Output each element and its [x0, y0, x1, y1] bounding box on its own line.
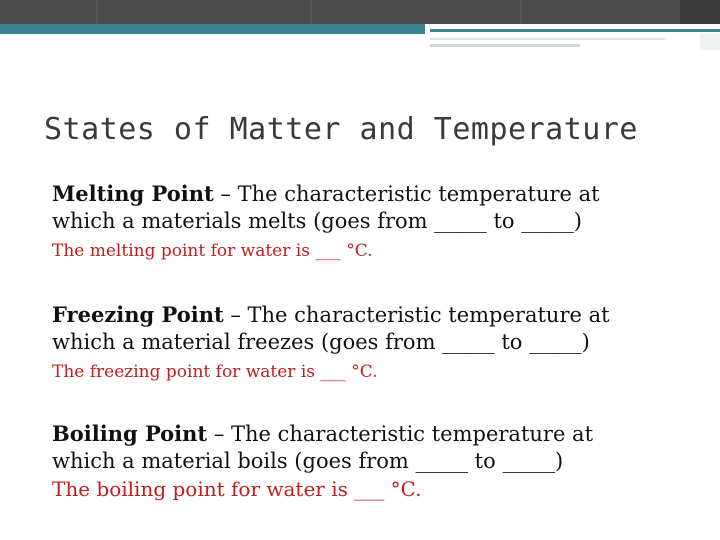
top-right-block: [680, 0, 720, 24]
melting-fact: The melting point for water is ___ °C.: [52, 241, 373, 261]
freezing-definition-line1: – The characteristic temperature at: [223, 303, 610, 327]
freezing-definition: [52, 301, 682, 356]
boiling-term: Boiling Point: [52, 421, 208, 446]
melting-definition-line2: which a materials melts (goes from _____ to _____): [52, 209, 582, 233]
bar-texture: [520, 0, 522, 24]
boiling-point-block: [52, 420, 682, 503]
boiling-definition-line2: which a material boils (goes from _____ to _____): [52, 449, 564, 473]
decorative-rule: [700, 34, 720, 50]
decorative-rule: [430, 38, 666, 40]
melting-definition-line1: – The characteristic temperature at: [213, 182, 600, 206]
bar-texture: [310, 0, 312, 24]
bar-texture: [96, 0, 98, 24]
freezing-term: Freezing Point: [52, 302, 224, 327]
melting-term: Melting Point: [52, 181, 214, 206]
boiling-fact: The boiling point for water is ___ °C.: [52, 477, 422, 501]
top-dark-bar: [0, 0, 720, 24]
melting-definition: [52, 180, 682, 235]
freezing-definition-line2: which a material freezes (goes from _____ to _____): [52, 330, 590, 354]
freezing-fact: The freezing point for water is ___ °C.: [52, 362, 378, 382]
boiling-definition-line1: – The characteristic temperature at: [207, 422, 594, 446]
freezing-point-block: [52, 301, 682, 383]
melting-point-block: [52, 180, 682, 262]
decorative-rule: [430, 44, 580, 47]
boiling-definition: [52, 420, 682, 475]
teal-notch-stripe: [430, 29, 720, 32]
slide-title: States of Matter and Temperature: [44, 112, 638, 147]
